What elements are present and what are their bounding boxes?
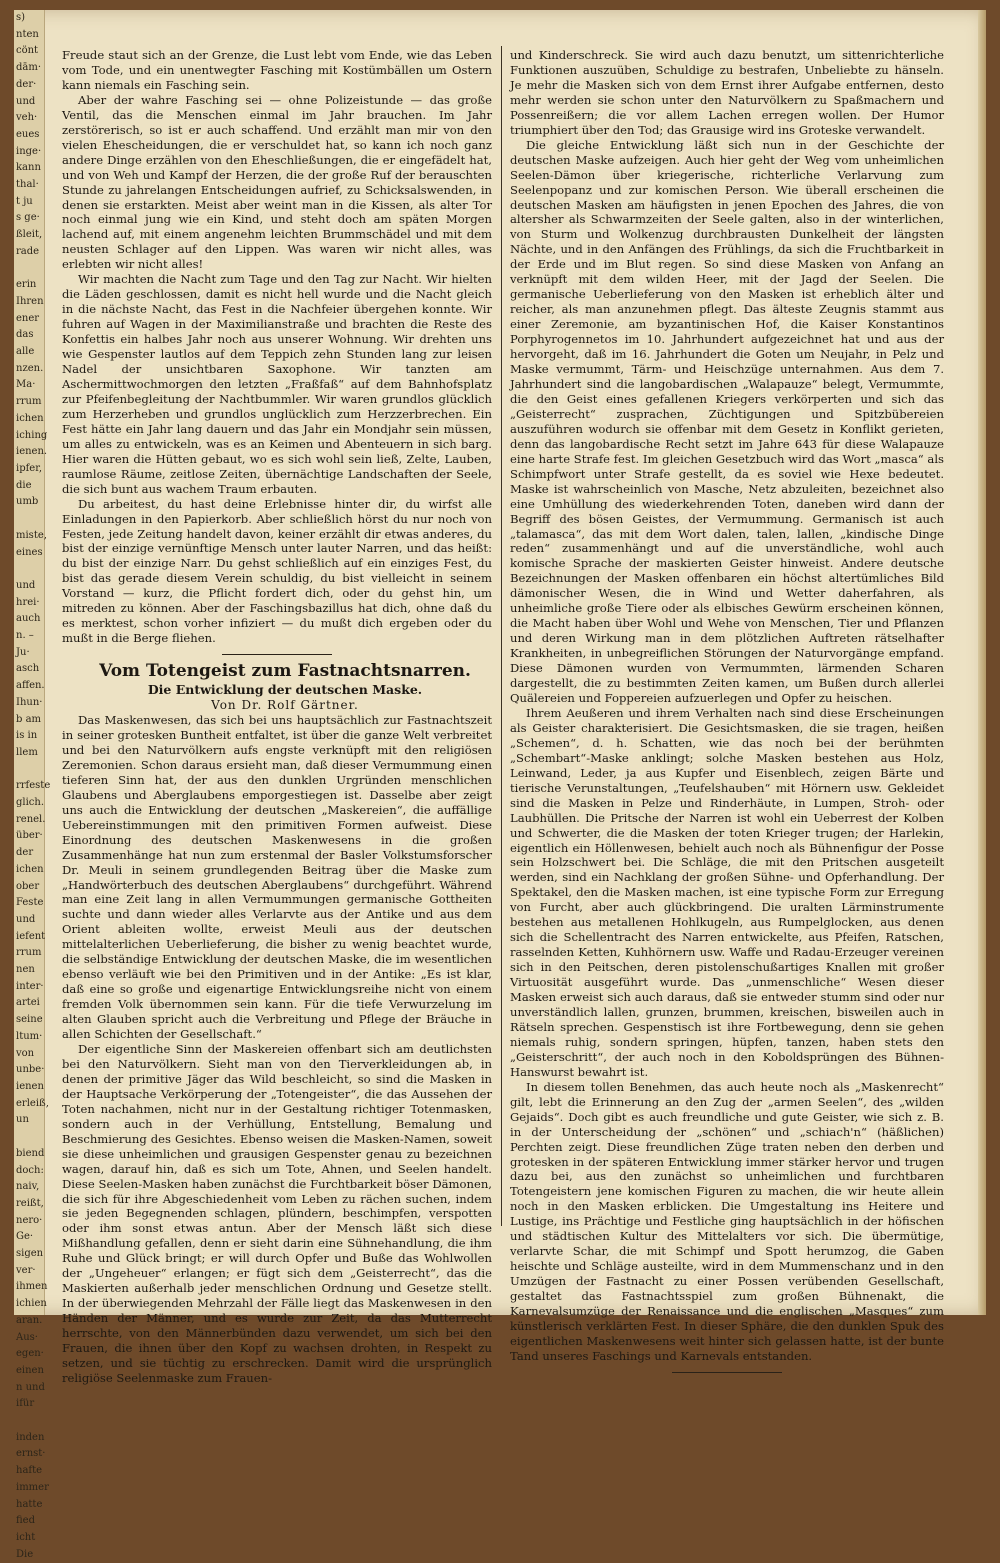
margin-fragment: iefent xyxy=(16,930,46,942)
margin-fragment: egen· xyxy=(16,1348,44,1360)
margin-fragment: rrum xyxy=(16,947,42,959)
margin-fragment: nen xyxy=(16,964,35,976)
margin-fragment xyxy=(14,1129,44,1146)
margin-fragment: umb xyxy=(16,496,39,508)
margin-fragment: cönt xyxy=(16,45,39,57)
margin-fragment: eines xyxy=(16,546,43,558)
margin-fragment: nzen. xyxy=(16,362,44,374)
paragraph: Die gleiche Entwicklung läßt sich nun in der Geschichte der deutschen Maske aufzeigen. Auch hier geht der Weg vom unheimlichen Seelen-Dämon über kriegerische, richterliche Verlarvung zum Seelenpopanz und zur komischen Person. Wie überall erscheinen die deutschen Masken am häufigsten in jenen Epochen des Jahres, die von altersher als Schwarmzeiten der Seele galten, also in der winterlichen, von Sturm und Wolkenzug durchbrausten Dunkelheit der längsten Nächte, und in den Anfängen des Frühlings, da sich die Fruchtbarkeit in der Erde und im Blut regen. So sind diese Masken von Anfang an verknüpft mit dem wilden Heer, mit der Jagd der Seelen. Die germanische Ueberlieferung von den Masken ist erheblich älter und reicher, als man anzunehmen pflegt. Das älteste Zeugnis stammt aus einer Zeremonie, am byzantinischen Hof, die Kaiser Konstantinos Porphyrogennetos im 10. Jahrhundert aufgezeichnet hat und aus der hervorgeht, daß im 16. Jahrhundert die Goten um Neujahr, in Pelz und Maske vermummt, Tärm- und Heischzüge unternahmen. Aus dem 7. Jahrhundert sind die langobardischen „Walapauze“ belegt, Vermummte, die den Geist eines gefallenen Kriegers verkörperten und sich das „Geisterrecht“ zusprachen, Züchtigungen und Spitzbübereien auszuführen wodurch sie offenbar mit dem Gesetz in Konflikt gerieten, denn das langobardische Recht setzt im Jahre 643 für diese Walapauze eine harte Strafe fest. Im gleichen Gesetzbuch wird das Wort „masca“ als Schimpfwort unter Strafe gestellt, da es soviel wie Hexe bedeutet. Maske ist wahrscheinlich von Masche, Netz abzuleiten, bezeichnet also eine Umhüllung des wiederkehrenden Toten, daneben wird dann der Begriff des bösen Geistes, der Vermummung. Germanisch ist auch „talamasca“, das mit dem Wort dalen, talen, lallen, „kindische Dinge reden“ zusammenhängt und auf die unverständliche, wohl auch komische Sprache der maskierten Geister hinweist. Andere deutsche Bezeichnungen der Masken offenbaren ein höchst altertümliches Bild dämonischer Wesen, die in Wind und Wetter daherfahren, als unheimliche große Tiere oder als elbisches Gewürm erscheinen können, die Macht haben über Wohl und Wehe von Menschen, Tier und Pflanzen und deren Wirkung man in dem plötzlichen Auftreten rätselhafter Krankheiten, in unbegreiflichen Störungen der Naturvorgänge empfand. Diese Dämonen wurden von Vermummten, lärmenden Scharen dargestellt, die zu bestimmten Zeiten kamen, um Bußen durch allerlei Quälereien und Foppereien aufzuerlegen und Opfer zu heischen. xyxy=(510,137,944,705)
margin-fragment: Ge· xyxy=(16,1231,34,1243)
margin-fragment: inge· xyxy=(16,145,42,157)
margin-fragment: der· xyxy=(16,78,37,90)
margin-fragment: das xyxy=(16,329,34,341)
margin-fragment: ernst· xyxy=(16,1448,46,1460)
right-column xyxy=(510,48,944,1377)
margin-fragment: und xyxy=(16,913,36,925)
margin-fragment: und xyxy=(16,95,36,107)
margin-fragment: alle xyxy=(16,346,35,358)
margin-fragment: un xyxy=(16,1114,29,1126)
margin-fragment: von xyxy=(16,1047,35,1059)
margin-fragment: hrei· xyxy=(16,596,40,608)
margin-fragment: inter· xyxy=(16,980,44,992)
margin-fragment: ichen xyxy=(16,863,44,875)
paragraph: Aber der wahre Fasching sei — ohne Polizeistunde — das große Ventil, das die Menschen einmal im Jahr brauchen. Im Jahr zerstörerisch, so ist er auch schaffend. Und erzählt man mir von den vielen Ehescheidungen, die er verschuldet hat, so kann ich noch ganz andere Dinge erzählen von den Eheschließungen, die er eingefädelt hat, und von Weh und Kampf der Herzen, die der große Ruf der berauschten Stunde zu jahrelangen Entscheidungen aufrief, zu Schicksalswenden, in denen sie erstarkten. Meist aber weint man in die Kissen, als alter Tor noch einmal jung wie ein Kind, und steht doch am späten Morgen lachend auf, mit einem angenehm leichten Brummschädel und mit dem neusten Schlager auf den Lippen. Was waren wir nicht alles, was erlebten wir nicht alles! xyxy=(62,92,492,272)
margin-fragment: über· xyxy=(16,830,43,842)
margin-fragment: veh· xyxy=(16,112,38,124)
margin-fragment: nero· xyxy=(16,1214,43,1226)
article-author: Von Dr. Rolf Gärtner. xyxy=(211,698,359,713)
margin-fragment: inden xyxy=(16,1431,45,1443)
margin-fragment xyxy=(14,561,44,578)
margin-fragment: icht xyxy=(16,1531,36,1543)
margin-fragment: ipfer, xyxy=(16,462,43,474)
margin-fragment: kann xyxy=(16,162,41,174)
margin-fragment: Ihren xyxy=(16,295,44,307)
article-end-separator xyxy=(672,1372,782,1373)
margin-fragment: is in xyxy=(16,730,38,742)
margin-fragment: einen xyxy=(16,1364,44,1376)
margin-fragment: hafte xyxy=(16,1465,43,1477)
margin-fragment: s ge· xyxy=(16,212,40,224)
column-divider xyxy=(501,46,502,1226)
paragraph: Du arbeitest, du hast deine Erlebnisse hinter dir, du wirfst alle Einladungen in den Papierkorb. Aber schließlich hörst du nur noch von Festen, jede Zeitung handelt davon, keiner erzählt dir etwas anderes, du bist der einzige vernünftige Mensch unter lauter Narren, und das heißt: du bist der einzige Narr. Du gehst schließlich auf ein einziges Fest, du bist das gerade diesem Verein schuldig, du bist vielleicht in seinem Vorstand — kurz, die Pflicht fordert dich, oder du gehst hin, um mitreden zu können. Aber der Faschingsbazillus hat dich, ohne daß du es merktest, schon vorher infiziert — du mußt dich ergeben oder du mußt in die Berge fliehen. xyxy=(62,496,492,646)
margin-fragment: immer xyxy=(16,1481,49,1493)
margin-fragment: ver· xyxy=(16,1264,36,1276)
margin-fragment: reißt, xyxy=(16,1197,44,1209)
margin-fragment: ienen. xyxy=(16,446,48,458)
margin-fragment: biend xyxy=(16,1147,45,1159)
paragraph: In diesem tollen Benehmen, das auch heute noch als „Maskenrecht“ gilt, lebt die Erinnerung an den Zug der „armen Seelen“, des „wilden Gejaids“. Doch gibt es auch freundliche und gute Geister, wie sich z. B. in der Unterscheidung der „schönen“ und „schiach'n“ (häßlichen) Perchten zeigt. Diese freundlichen Züge traten neben den derben und grotesken in der späteren Entwicklung immer stärker hervor und trugen dazu bei, aus den zunächst so unheimlichen und furchtbaren Totengeistern jene komischen Figuren zu machen, die wir heute allein noch in den Masken erblicken. Die Umgestaltung ins Heitere und Lustige, ins Prächtige und Festliche ging hauptsächlich in der höfischen und städtischen Kultur des Mittelalters vor sich. Die übermütige, verlarvte Schar, die mit Schimpf und Spott herumzog, die Gaben heischte und Schläge austeilte, wird in dem Mummenschanz und in den Umzügen der Fastnacht zu einer Possen verübenden Gesellschaft, gestaltet das Fastnachtsspiel zum großen Bühnenakt, die Karnevalsumzüge der Renaissance und die englischen „Masques“ zum künstlerisch verklärten Fest. In dieser Sphäre, die den dunklen Spuk des eigentlichen Maskenwesens weit hinter sich gelassen hatte, ist der bunte Tand unseres Faschings und Karnevals entstanden. xyxy=(510,1079,944,1363)
margin-fragment: hatte xyxy=(16,1498,43,1510)
margin-fragment: eues xyxy=(16,128,40,140)
margin-fragment: die xyxy=(16,479,32,491)
margin-fragment: Aus· xyxy=(16,1331,38,1343)
margin-fragment: ichen xyxy=(16,412,44,424)
margin-fragment: rrum xyxy=(16,396,42,408)
article-separator xyxy=(222,654,332,655)
paragraph: Das Maskenwesen, das sich bei uns hauptsächlich zur Fastnachtszeit in seiner grotesken Buntheit entfaltet, ist über die ganze Welt verbreitet und bei den Naturvölkern aufs engste verknüpft mit den religiösen Zeremonien. Schon daraus ersieht man, daß dieser Vermummung einen tieferen Sinn hat, der aus den dunklen Urgründen menschlichen Glaubens und Aberglaubens emporgestiegen ist. Dasselbe aber zeigt uns auch die Entwicklung der deutschen „Maskereien“, die auffällige Uebereinstimmungen mit den primitiven Formen aufweist. Diese Einordnung des deutschen Maskenwesens in die großen Zusammenhänge hat nun zum erstenmal der Basler Volkstumsforscher Dr. Meuli in seinem grundlegenden Beitrag über die Maske zum „Handwörterbuch des deutschen Aberglaubens“ durchgeführt. Während man eine Zeit lang in allen Vermummungen germanische Gottheiten suchte und dann wieder alles Verlarvte aus der Antike und aus dem Orient ableiten wollte, erweist Meuli aus der deutschen mittelalterlichen Ueberlieferung, die bisher zu wenig beachtet wurde, die selbständige Entwicklung der deutschen Maske, die im wesentlichen ebenso verläuft wie bei den Primitiven und in der Antike: „Es ist klar, daß eine so große und eigenartige Entwicklungsreihe nicht von einem fremden Volk übernommen sein kann. Für die tiefe Verwurzelung im alten Glauben spricht auch die Verbreitung und Pflege der Bräuche in allen Schichten der Gesellschaft.“ xyxy=(62,713,492,1042)
margin-fragment: n und xyxy=(16,1381,45,1393)
margin-fragment: Die xyxy=(16,1548,34,1560)
margin-fragment: und xyxy=(16,579,36,591)
margin-fragment: ßleit, xyxy=(16,229,43,241)
margin-fragment: thal· xyxy=(16,179,39,191)
margin-fragment: ihmen xyxy=(16,1281,48,1293)
margin-fragment: artei xyxy=(16,997,40,1009)
margin-fragment: ienen xyxy=(16,1081,44,1092)
margin-fragment: ener xyxy=(16,312,40,324)
margin-fragment: asch xyxy=(16,663,40,675)
margin-fragment: fied xyxy=(16,1515,35,1527)
margin-fragment: Ma· xyxy=(16,379,36,391)
margin-fragment xyxy=(14,261,44,278)
margin-fragment: auch xyxy=(16,613,41,625)
margin-fragment: ober xyxy=(16,880,40,892)
margin-fragment: ichien xyxy=(16,1298,47,1310)
margin-fragment xyxy=(14,511,44,528)
margin-fragment: n. – xyxy=(16,630,34,642)
margin-fragment: seine xyxy=(16,1014,43,1026)
margin-fragment: s) xyxy=(16,12,26,23)
margin-fragment: miste, xyxy=(16,529,47,541)
margin-fragment: der xyxy=(16,847,34,859)
margin-fragment: doch: xyxy=(16,1164,44,1176)
margin-fragment: rade xyxy=(16,245,40,257)
margin-fragment: Feste xyxy=(16,897,44,909)
margin-fragment: rrfeste xyxy=(16,780,51,792)
margin-fragment: nten xyxy=(16,28,39,40)
margin-fragment xyxy=(14,1413,44,1430)
margin-fragment: Ju· xyxy=(16,646,30,658)
margin-fragment: b am xyxy=(16,713,42,725)
margin-fragment: t ju xyxy=(16,195,33,207)
paragraph: Freude staut sich an der Grenze, die Lust lebt vom Ende, wie das Leben vom Tode, und ein unentwegter Fasching mit Kostümbällen um Ostern kann niemals ein Fasching sein. xyxy=(62,48,492,92)
paragraph: Der eigentliche Sinn der Maskereien offenbart sich am deutlichsten bei den Naturvölkern. Sieht man von den Tierverkleidungen ab, in denen der primitive Jäger das Wild beschleicht, so sind die Masken in der Hauptsache Verkörperung der „Totengeister“, die das Aussehen der Toten nachahmen, nicht nur in der Gestaltung richtiger Totenmasken, sondern auch in der Verhüllung, Entstellung, Bemalung und Beschmierung des Gesichtes. Ebenso weisen die Masken-Namen, soweit sie diese unheimlichen und grausigen Gespenster genau zu bezeichnen wagen, darauf hin, daß es sich um Tote, Ahnen, und Seelen handelt. Diese Seelen-Masken haben zunächst die Furchtbarkeit böser Dämonen, die sich für ihre Abgeschiedenheit vom Leben zu rächen suchen, indem sie jeden Begegnenden schlagen, plündern, beschimpfen, verspotten oder ihm sonst etwas antun. Aber der Mensch läßt sich diese Mißhandlung gefallen, denn er sieht darin eine Sühnehandlung, die ihm Ruhe und Glück bringt; er will durch Opfer und Buße das Wohlwollen der „Ungeheuer“ erlangen; er fügt sich dem „Geisterrecht“, das die Maskierten außerhalb jeder menschlichen Ordnung und Gesetze stellt. In der überwiegenden Mehrzahl der Fälle liegt das Maskenwesen in den Händen der Männer, und es wurde zur Zeit, da das Mutterrecht herrschte, von den Männerbünden dazu verwendet, um sich bei den Frauen, die ihnen über den Kopf zu wachsen drohten, in Respekt zu setzen, und sie tüchtig zu erschrecken. Damit wird die ursprünglich religiöse Seelenmaske zum Frauen- xyxy=(62,1042,492,1385)
newspaper-page xyxy=(14,10,986,1560)
margin-fragment: aran. xyxy=(16,1314,43,1326)
margin-fragment: ifür xyxy=(16,1398,35,1410)
page-edge xyxy=(978,10,986,1315)
margin-fragment: unbe· xyxy=(16,1064,45,1076)
margin-fragment: sigen xyxy=(16,1248,44,1260)
margin-fragment: iching xyxy=(16,429,48,441)
margin-fragment: Ihun· xyxy=(16,696,43,708)
article-subtitle: Die Entwicklung der deutschen Maske. xyxy=(147,682,423,698)
paragraph: Wir machten die Nacht zum Tage und den Tag zur Nacht. Wir hielten die Läden geschlossen, damit es nicht hell wurde und die Nacht gleich in die nächste Nacht, das Fest in die Nachfeier übergehen konnte. Wir fuhren auf Wagen in der Maximilianstraße und brachten die Reste des Konfettis ein halbes Jahr noch aus unserer Wohnung. Wir drehten uns wie Gespenster lautlos auf dem Teppich zehn Stunden lang zur leisen Nadel der unsichtbaren Saxophone. Wir tanzten am Aschermittwochmorgen den letzten „Fraßfaß“ auf dem Bahnhofsplatz zur Pfeifenbegleitung der Nachtbummler. Wir waren grundlos glücklich zum Herzerheben und grundlos unglücklich zum Herzzerbrechen. Ein Fest hätte ein Jahr lang dauern und das Jahr ein Mondjahr sein müssen, um alles zu entwickeln, was es an Keimen und Abenteuern in sich barg. Hier waren die Hütten gebaut, wo es sich wohl sein ließ, Zelte, Lauben, raumlose Räume, zeitlose Zeiten, übernächtige Landschaften der Seele, die sich bunt aus wachem Traum erbauten. xyxy=(62,272,492,496)
previous-page-margin xyxy=(14,10,51,1560)
margin-fragment: llem xyxy=(16,746,38,758)
margin-fragment: erin xyxy=(16,279,37,291)
margin-fragment: affen. xyxy=(16,680,45,692)
margin-fragment: glich. xyxy=(16,797,45,809)
margin-fragment: erleiß, xyxy=(16,1097,49,1109)
margin-fragment: ltum· xyxy=(16,1030,43,1042)
margin-fragment xyxy=(14,762,44,779)
margin-fragment: renel. xyxy=(16,813,46,825)
article-title: Vom Totengeist zum Fastnachtsnarren. xyxy=(99,661,471,682)
margin-fragment: dām· xyxy=(16,62,42,74)
left-column xyxy=(62,48,492,1386)
paragraph: und Kinderschreck. Sie wird auch dazu benutzt, um sittenrichterliche Funktionen auszuüben, Schuldige zu bestrafen, Unbeliebte zu hänseln. Je mehr die Masken sich von dem Ernst ihrer Aufgabe entfernen, desto mehr werden sie schon unter den Naturvölkern zu Spaßmachern und Possenreißern; die vor allem Lachen erregen wollen. Der Humor triumphiert über den Tod; das Grausige wird ins Groteske verwandelt. xyxy=(510,48,944,137)
paragraph: Ihrem Aeußeren und ihrem Verhalten nach sind diese Erscheinungen als Geister charakterisiert. Die Gesichtsmasken, die sie tragen, heißen „Schemen“, d. h. Schatten, wie das noch bei der berühmten „Schembart“-Maske anklingt; solche Masken bestehen aus Holz, Leinwand, Leder, ja aus Kupfer und Eisenblech, zeigen Bärte und tierische Verunstaltungen, „Teufelshauben“ mit Hörnern usw. Gekleidet sind die Masken in Pelze und Rinderhäute, in Lumpen, Stroh- oder Laubhüllen. Die Pritsche der Narren ist wohl ein Ueberrest der Kolben und Schwerter, die die Masken der toten Krieger trugen; der Harlekin, eigentlich ein Höllenwesen, behielt auch noch als Bühnenfigur der Posse sein Holzschwert bei. Die Schläge, die mit den Pritschen ausgeteilt werden, sind ein Nachklang der großen Sühne- und Opferhandlung. Der Spektakel, den die Masken machen, ist eine typische Form zur Erregung von Furcht, aber auch glückbringend. Die uralten Lärminstrumente bestehen aus metallenen Hohlkugeln, aus Rumpelglocken, aus denen sich die Schellentracht des Narren entwickelte, aus Pfeifen, Ratschen, rasselnden Ketten, Kuhhörnern usw. Waffe und Radau-Erzeuger vereinen sich in den Peitschen, deren pistolenschußartiges Knallen mit großer Virtuosität ausgeführt wurde. Das „unmenschliche“ Wesen dieser Masken erweist sich auch daraus, daß sie entweder stumm sind oder nur unverständlich lallen, grunzen, brummen, kreischen, bisweilen auch in Rätseln sprechen. Gespenstisch ist ihre Fortbewegung, denn sie gehen niemals ruhig, sondern springen, hüpfen, tanzen, haben stets den „Geisterschritt“, der auch noch in den Koboldsprüngen des Bühnen-Hanswurst bewahrt ist. xyxy=(510,705,944,1079)
margin-fragment: naiv, xyxy=(16,1181,40,1193)
